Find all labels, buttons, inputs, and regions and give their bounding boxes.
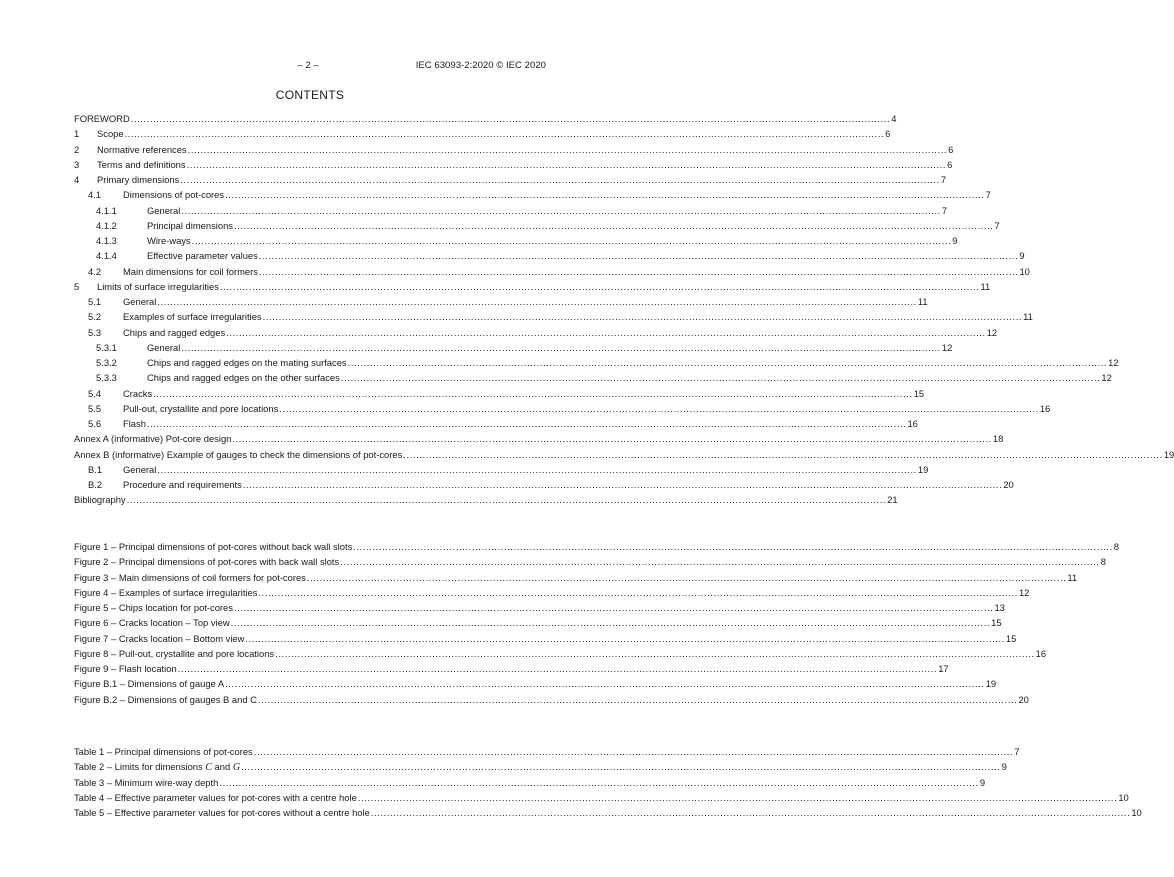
entry-number: 4.1.4 (96, 250, 117, 262)
figure-title: Figure B.1 – Dimensions of gauge A (74, 678, 225, 690)
entry-page: 10 (1118, 791, 1129, 803)
entry-page: 11 (917, 296, 928, 307)
entry-page: 6 (948, 143, 954, 155)
entry-page: 19 (985, 678, 997, 690)
entry-title: Chips and ragged edges (123, 326, 226, 338)
entry-number: 5.3 (88, 326, 102, 338)
entry-page: 9 (952, 235, 958, 246)
toc-entry[interactable] (74, 174, 947, 189)
entry-page: 10 (1131, 807, 1142, 818)
entry-number: 5.4 (88, 387, 102, 399)
entry-page: 19 (1163, 448, 1174, 460)
dot-leader (234, 220, 994, 231)
figure-entry[interactable] (74, 678, 997, 693)
dot-leader (157, 464, 917, 475)
figure-title: Figure 3 – Main dimensions of coil formers for pot-cores (74, 571, 306, 583)
entry-number: 4.1.3 (96, 235, 117, 246)
entry-number: 3 (74, 158, 80, 170)
dot-leader (147, 418, 907, 429)
dot-leader (243, 479, 1003, 490)
entry-page: 6 (885, 128, 891, 140)
entry-page: 15 (1005, 632, 1017, 644)
entry-number: B.1 (88, 463, 103, 475)
toc-entry[interactable] (74, 189, 991, 204)
figure-entry[interactable] (74, 693, 1029, 709)
dot-leader (258, 587, 1018, 598)
figure-entry[interactable] (74, 586, 1030, 602)
figure-title: Figure 8 – Pull-out, crystallite and pore locations (74, 647, 275, 659)
dot-leader (187, 159, 947, 170)
entry-title: Main dimensions for coil formers (123, 265, 258, 277)
entry-page: 6 (947, 158, 953, 170)
entry-page: 7 (985, 189, 991, 201)
dot-leader (178, 663, 938, 674)
entry-page: 7 (940, 174, 947, 185)
dot-leader (279, 403, 1039, 414)
dot-leader (353, 541, 1113, 552)
entry-page: 12 (941, 341, 953, 353)
dot-leader (340, 556, 1100, 567)
toc-entry[interactable] (74, 235, 958, 250)
entry-title: General (123, 296, 157, 307)
entry-title: General (147, 204, 181, 216)
entry-page: 13 (994, 602, 1005, 613)
entry-page: 8 (1100, 556, 1106, 568)
toc-entry[interactable] (74, 219, 1000, 235)
table-title: Table 3 – Minimum wire-way depth (74, 776, 219, 788)
toc-entry[interactable] (74, 265, 1030, 281)
variable-c: C (205, 762, 212, 774)
entry-title: Pull-out, crystallite and pore locations (123, 402, 279, 414)
entry-page: 10 (1019, 265, 1030, 277)
figure-entry[interactable] (74, 571, 1078, 587)
figure-title: Figure B.2 – Dimensions of gauges B and C (74, 693, 257, 705)
figure-title: Figure 1 – Principal dimensions of pot-cores without back wall slots (74, 541, 353, 552)
entry-title: Bibliography (74, 494, 126, 506)
entry-page: 7 (1014, 746, 1020, 757)
toc-entry[interactable] (74, 418, 918, 433)
entry-page: 19 (917, 463, 929, 475)
figure-title: Figure 9 – Flash location (74, 663, 177, 674)
dot-leader (131, 113, 891, 124)
toc-entry[interactable] (74, 143, 954, 159)
entry-title: Primary dimensions (97, 174, 180, 185)
dot-leader (358, 792, 1118, 803)
entry-number: 4.1 (88, 189, 102, 201)
entry-page: 12 (1108, 357, 1119, 368)
toc-entry[interactable] (74, 448, 1174, 464)
figure-entry[interactable] (74, 541, 1119, 556)
toc-entry[interactable] (74, 280, 991, 296)
dot-leader (127, 494, 887, 505)
dot-leader (225, 189, 985, 200)
dot-leader (226, 327, 986, 338)
entry-number: 5.3.2 (96, 357, 117, 368)
entry-title: FOREWORD (74, 113, 130, 124)
entry-title: Principal dimensions (147, 219, 233, 231)
entry-page: 16 (1035, 647, 1047, 659)
toc-entry[interactable] (74, 402, 1051, 418)
entry-title: Cracks (123, 387, 153, 399)
figure-title: Figure 5 – Chips location for pot-cores (74, 602, 233, 613)
dot-leader (259, 266, 1019, 277)
table-entry[interactable] (74, 746, 1020, 761)
table-title: Table 4 – Effective parameter values for pot-cores with a centre hole (74, 791, 357, 803)
entry-title: Terms and definitions (97, 158, 186, 170)
dot-leader (307, 572, 1067, 583)
figure-entry[interactable] (74, 617, 1002, 632)
toc-entry[interactable] (74, 494, 898, 509)
dot-leader (371, 807, 1131, 818)
table-entry[interactable] (74, 791, 1129, 807)
entry-page: 9 (1019, 250, 1025, 262)
dot-leader (125, 128, 885, 139)
toc-entry[interactable] (74, 311, 1033, 326)
entry-title: Chips and ragged edges on the other surfaces (147, 372, 340, 384)
table-entry[interactable] (74, 776, 986, 792)
entry-page: 11 (980, 280, 991, 292)
toc-entry[interactable] (74, 296, 928, 311)
table-title: Table 5 – Effective parameter values for pot-cores without a centre hole (74, 807, 370, 818)
entry-page: 9 (979, 776, 986, 788)
toc-entry[interactable] (74, 341, 953, 357)
entry-page: 18 (992, 433, 1004, 445)
figure-entry[interactable] (74, 647, 1047, 663)
table-title: Table 1 – Principal dimensions of pot-cores (74, 746, 253, 757)
contents-title: CONTENTS (275, 88, 345, 102)
entry-number: 4.1.2 (96, 219, 117, 231)
dot-leader (245, 633, 1005, 644)
dot-leader (231, 617, 991, 628)
entry-page: 11 (1023, 311, 1033, 323)
entry-title: Examples of surface irregularities (123, 311, 262, 323)
figure-entry[interactable] (74, 632, 1017, 648)
figure-title: Figure 2 – Principal dimensions of pot-cores with back wall slots (74, 556, 340, 568)
entry-number: 5.1 (88, 296, 102, 307)
entry-page: 15 (991, 617, 1002, 629)
entry-title: Wire-ways (147, 235, 191, 246)
dot-leader (403, 449, 1163, 460)
entry-title: Chips and ragged edges on the mating surfaces (147, 357, 347, 368)
table-entry[interactable] (74, 807, 1142, 822)
entry-number: 5.6 (88, 418, 102, 429)
figure-title: Figure 7 – Cracks location – Bottom view (74, 632, 245, 644)
entry-title: Dimensions of pot-cores (123, 189, 225, 201)
dot-leader (275, 648, 1035, 659)
entry-title: Flash (123, 418, 146, 429)
entry-title: Annex A (informative) Pot-core design (74, 433, 232, 445)
dot-leader (258, 694, 1018, 705)
page-number: – 2 – (297, 60, 319, 71)
entry-number: 5.2 (88, 311, 102, 323)
entry-page: 20 (1018, 693, 1029, 705)
toc-entry[interactable] (74, 357, 1119, 372)
entry-page: 16 (907, 418, 918, 429)
entry-number: 5.3.3 (96, 372, 117, 384)
dot-leader (263, 311, 1023, 322)
entry-title: Annex B (informative) Example of gauges to check the dimensions of pot-cores (74, 448, 403, 460)
toc-entry[interactable] (74, 250, 1025, 265)
toc-entry[interactable] (74, 463, 929, 479)
entry-page: 4 (891, 113, 897, 124)
toc-entry[interactable] (74, 204, 948, 220)
figure-title: Figure 4 – Examples of surface irregularities (74, 586, 258, 598)
dot-leader (157, 296, 917, 307)
dot-leader (341, 372, 1101, 383)
entry-page: 7 (994, 219, 1000, 231)
dot-leader (220, 281, 980, 292)
entry-number: 5.5 (88, 402, 102, 414)
toc-entry[interactable] (74, 158, 953, 174)
figure-title: Figure 6 – Cracks location – Top view (74, 617, 230, 629)
entry-number: 5 (74, 280, 80, 292)
entry-title: Effective parameter values (147, 250, 258, 262)
table-entry[interactable] (74, 761, 1007, 776)
dot-leader (219, 777, 979, 788)
toc-entry[interactable] (74, 387, 925, 403)
toc-entry[interactable] (74, 433, 1004, 448)
dot-leader (254, 746, 1014, 757)
toc-entry[interactable] (74, 128, 891, 143)
entry-number: 1 (74, 128, 80, 140)
entry-page: 8 (1113, 541, 1119, 552)
entry-number: 2 (74, 143, 80, 155)
variable-g: G (232, 762, 241, 774)
entry-page: 12 (1018, 586, 1030, 598)
dot-leader (225, 678, 985, 689)
dot-leader (181, 205, 941, 216)
entry-number: 4 (74, 174, 80, 185)
figure-entry[interactable] (74, 663, 949, 678)
entry-page: 17 (938, 663, 949, 674)
figure-entry[interactable] (74, 556, 1106, 571)
entry-page: 12 (986, 326, 998, 338)
dot-leader (234, 602, 994, 613)
dot-leader (188, 144, 948, 155)
entry-page: 20 (1003, 479, 1014, 490)
entry-page: 11 (1067, 571, 1078, 583)
dot-leader (192, 235, 952, 246)
toc-entry[interactable] (74, 479, 1014, 494)
entry-page: 21 (887, 494, 898, 506)
entry-title: Normative references (97, 143, 187, 155)
entry-title: Scope (97, 128, 124, 140)
figure-entry[interactable] (74, 602, 1005, 617)
entry-title: Limits of surface irregularities (97, 280, 219, 292)
entry-title: Procedure and requirements (123, 479, 242, 490)
entry-page: 15 (913, 387, 925, 399)
toc-entry[interactable] (74, 326, 998, 342)
entry-page: 7 (941, 204, 948, 216)
toc-entry[interactable] (74, 113, 897, 128)
entry-title: General (123, 463, 157, 475)
dot-leader (348, 357, 1108, 368)
entry-title: General (147, 341, 181, 353)
entry-number: 4.2 (88, 265, 102, 277)
entry-page: 16 (1039, 402, 1051, 414)
page-header (0, 60, 620, 74)
dot-leader (259, 250, 1019, 261)
table-title: Table 2 – Limits for dimensions C and G (74, 761, 241, 774)
standard-reference: IEC 63093-2:2020 © IEC 2020 (415, 60, 546, 71)
entry-number: 5.3.1 (96, 341, 117, 353)
toc-entry[interactable] (74, 372, 1112, 387)
entry-number: 4.1.1 (96, 204, 117, 216)
dot-leader (153, 388, 913, 399)
dot-leader (232, 433, 992, 444)
dot-leader (181, 342, 941, 353)
dot-leader (241, 761, 1001, 772)
entry-page: 12 (1101, 372, 1112, 384)
entry-page: 9 (1001, 761, 1007, 773)
entry-number: B.2 (88, 479, 103, 490)
dot-leader (180, 174, 940, 185)
